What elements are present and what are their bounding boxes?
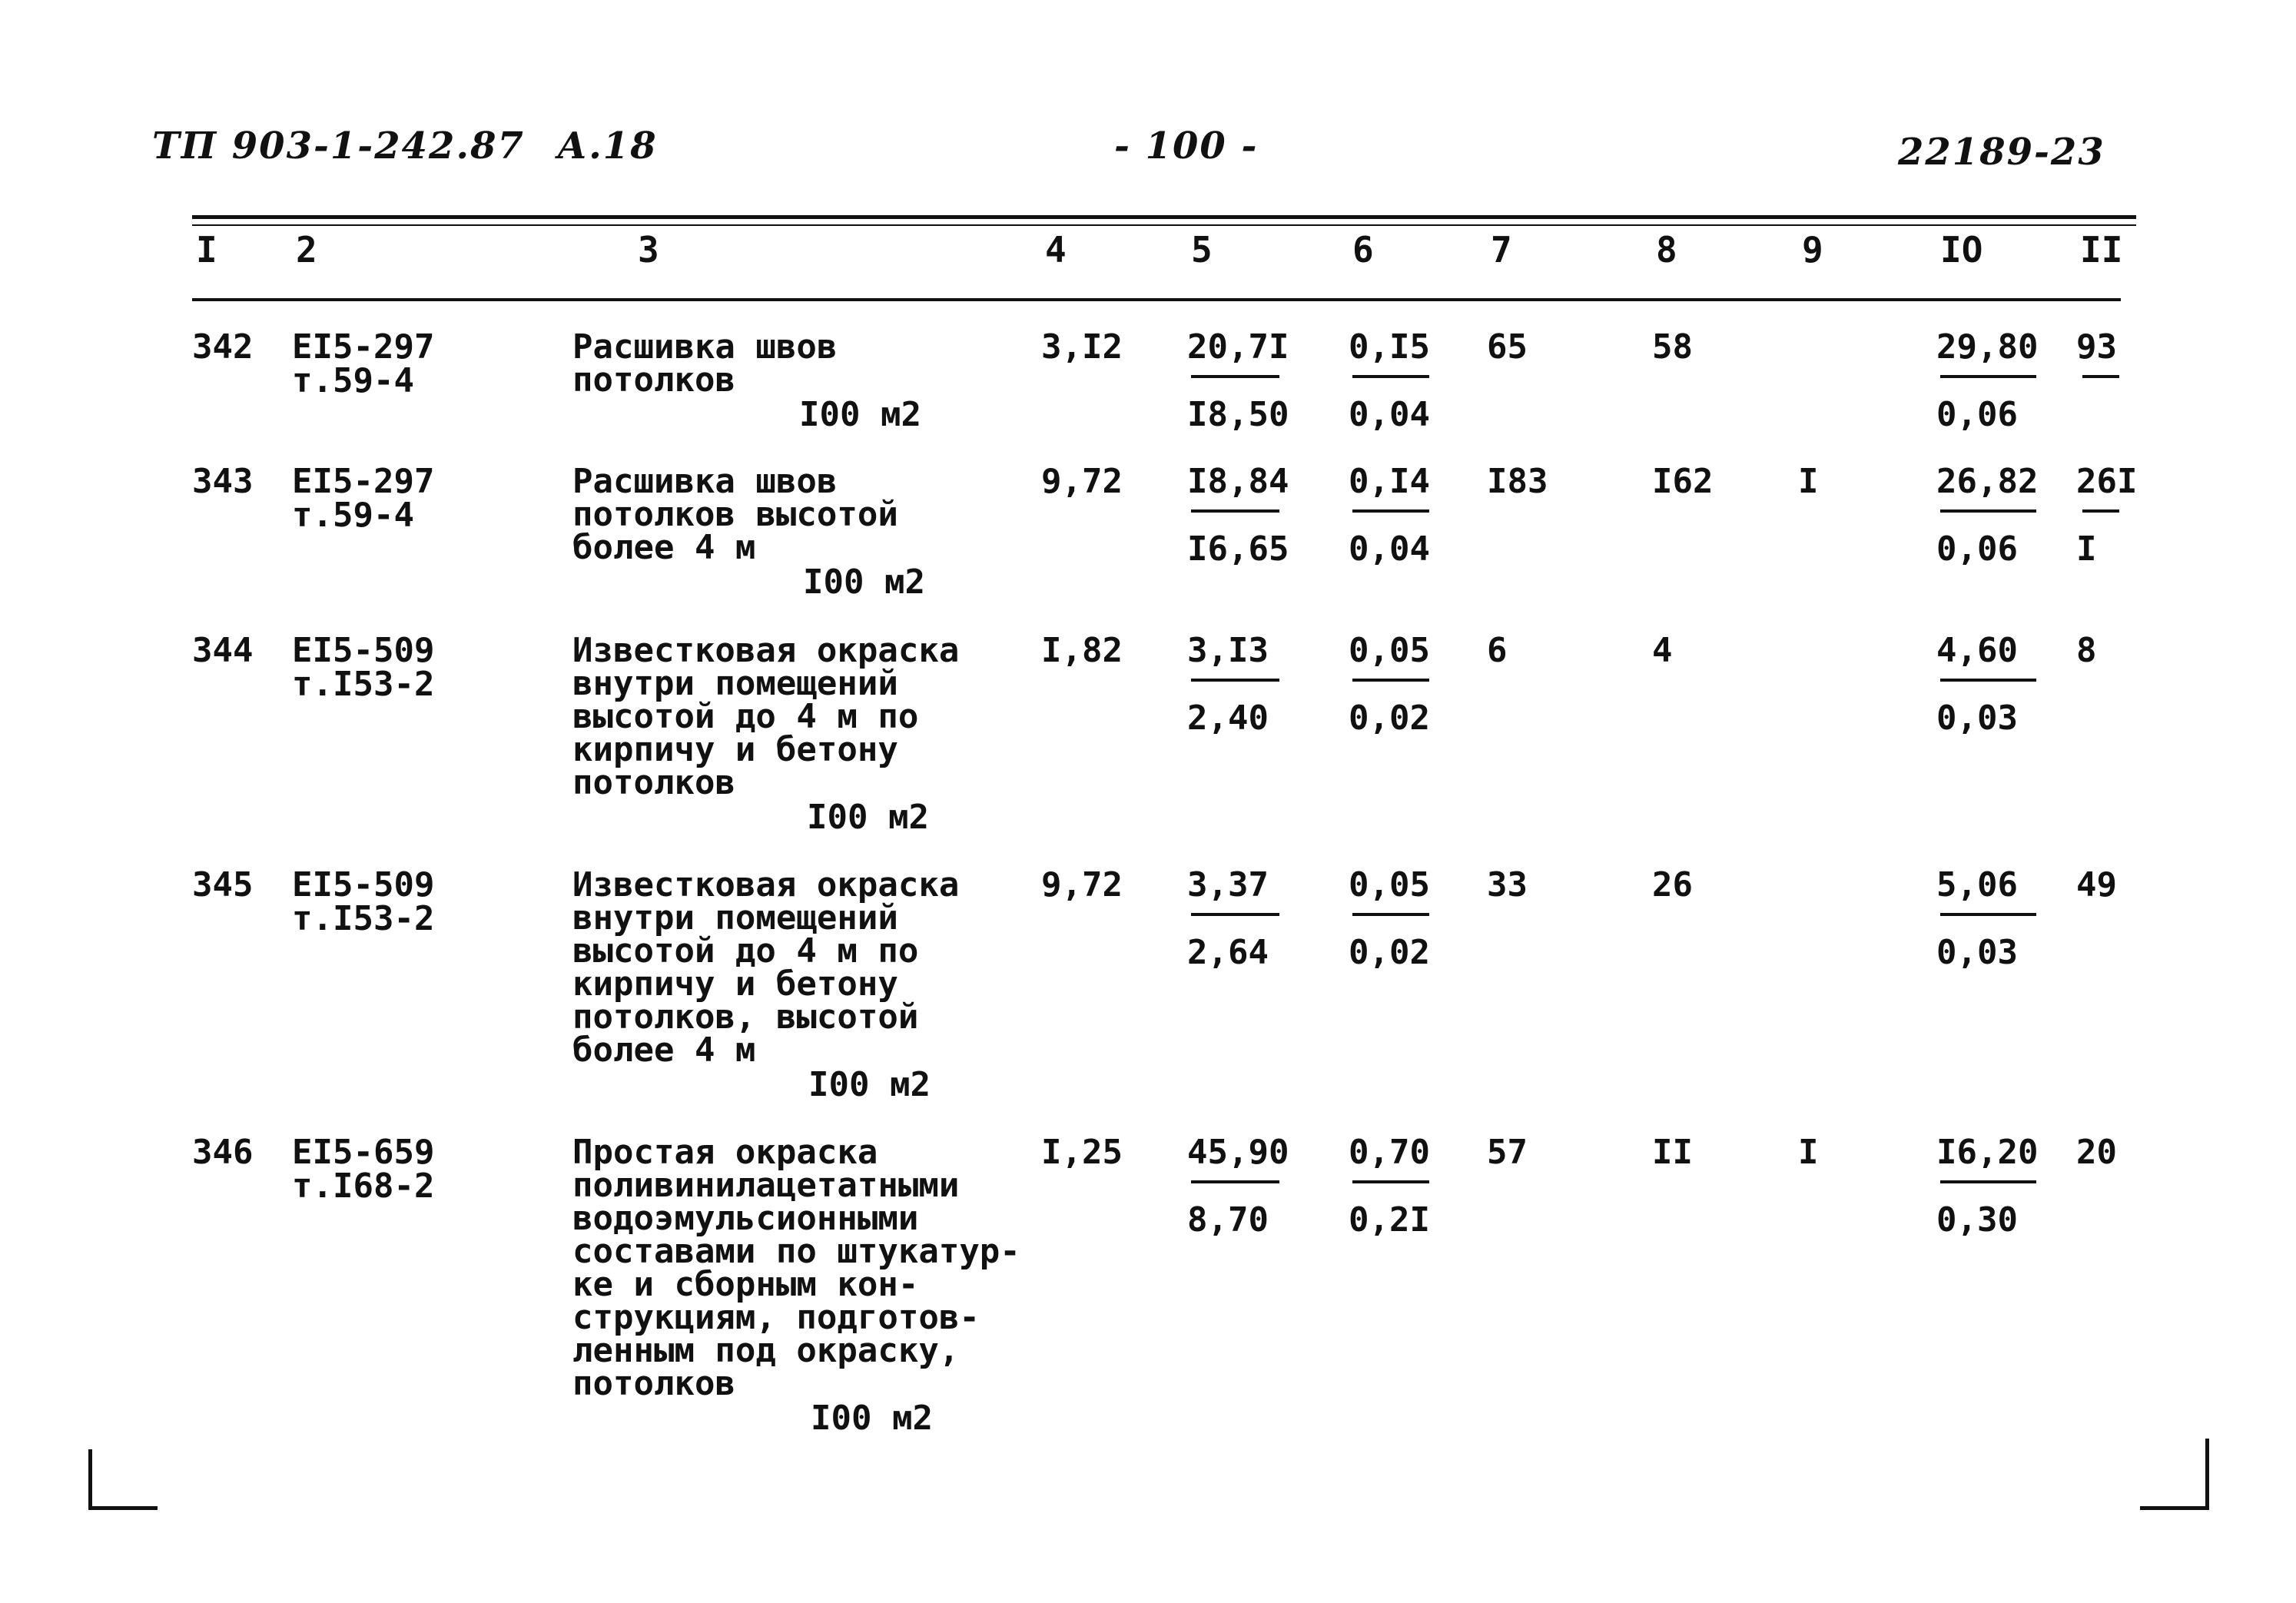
description-line: внутри помещений [572, 664, 898, 703]
description-line: потолков [572, 763, 735, 802]
column-number: 7 [1491, 229, 1512, 270]
quantity: 9,72 [1041, 462, 1123, 501]
description-line: Известковая окраска [572, 865, 960, 904]
value-col-8: 26 [1652, 865, 1693, 904]
value-col-7: 65 [1487, 327, 1528, 367]
column-number: 4 [1045, 229, 1067, 270]
machine-cost-bottom: 0,04 [1349, 529, 1430, 569]
labor-bottom: 0,03 [1936, 699, 2018, 738]
description-line: высотой до 4 м по [572, 697, 919, 736]
fraction-bar [1940, 913, 2036, 916]
description-line: Расшивка швов [572, 462, 838, 501]
description-line: более 4 м [572, 528, 756, 567]
cost-total-top: 3,37 [1187, 865, 1269, 904]
document-code: 22189-23 [1898, 131, 2105, 174]
fraction-bar [1191, 913, 1279, 916]
machine-cost-bottom: 0,02 [1349, 933, 1430, 972]
fraction-bar [1352, 1180, 1429, 1183]
machine-cost-bottom: 0,04 [1349, 395, 1430, 434]
row-number: 344 [192, 631, 254, 670]
unit-of-measure: I00 м2 [803, 563, 925, 602]
labor-top: 4,60 [1936, 631, 2018, 670]
description-line: составами по штукатур- [572, 1232, 1020, 1271]
labor-bottom: 0,06 [1936, 395, 2018, 434]
value-col-11-bottom: I [2076, 529, 2097, 569]
value-col-8: 58 [1652, 327, 1693, 367]
project-code: ТП 903-1-242.87 [152, 124, 525, 168]
description-line: ленным под окраску, [572, 1331, 960, 1370]
quantity: I,25 [1041, 1133, 1123, 1172]
description-line: потолков [572, 1364, 735, 1403]
fraction-bar [1352, 509, 1429, 513]
column-number: 9 [1802, 229, 1823, 270]
description-line: Расшивка швов [572, 327, 838, 367]
description-line: ке и сборным кон- [572, 1265, 919, 1304]
norm-reference: т.I53-2 [292, 665, 435, 704]
value-col-11-top: 49 [2076, 865, 2117, 904]
fraction-bar [1940, 375, 2036, 378]
cost-total-bottom: 2,64 [1187, 933, 1269, 972]
fraction-bar [2082, 375, 2119, 378]
corner-mark-left-horizontal [88, 1506, 158, 1510]
column-number: II [2080, 229, 2123, 270]
column-number: 2 [296, 229, 317, 270]
album-code: А.18 [557, 124, 658, 168]
labor-top: I6,20 [1936, 1133, 2039, 1172]
corner-mark-right-horizontal [2140, 1506, 2209, 1510]
fraction-bar [2082, 509, 2119, 513]
norm-reference: ЕI5-297 [292, 327, 435, 367]
fraction-bar [1352, 375, 1429, 378]
norm-reference: т.I68-2 [292, 1167, 435, 1206]
fraction-bar [1191, 509, 1279, 513]
corner-mark-right-vertical [2205, 1439, 2209, 1509]
description-line: потолков, высотой [572, 997, 919, 1037]
table-top-rule-thin [192, 224, 2136, 226]
work-description [572, 327, 838, 400]
machine-cost-top: 0,I5 [1349, 327, 1430, 367]
cost-total-bottom: I8,50 [1187, 395, 1289, 434]
unit-of-measure: I00 м2 [799, 395, 921, 434]
cost-total-top: 45,90 [1187, 1133, 1289, 1172]
quantity: 3,I2 [1041, 327, 1123, 367]
value-col-7: 6 [1487, 631, 1508, 670]
page-number: - 100 - [1114, 124, 1259, 168]
value-col-9: I [1798, 462, 1819, 501]
value-col-7: 57 [1487, 1133, 1528, 1172]
labor-bottom: 0,06 [1936, 529, 2018, 569]
description-line: Известковая окраска [572, 631, 960, 670]
machine-cost-top: 0,70 [1349, 1133, 1430, 1172]
machine-cost-top: 0,05 [1349, 865, 1430, 904]
unit-of-measure: I00 м2 [807, 798, 929, 837]
cost-total-bottom: 2,40 [1187, 699, 1269, 738]
description-line: кирпичу и бетону [572, 730, 898, 769]
value-col-11-top: 8 [2076, 631, 2097, 670]
fraction-bar [1940, 509, 2036, 513]
quantity: 9,72 [1041, 865, 1123, 904]
unit-of-measure: I00 м2 [811, 1399, 933, 1438]
norm-reference: ЕI5-509 [292, 631, 435, 670]
labor-bottom: 0,30 [1936, 1200, 2018, 1240]
fraction-bar [1940, 1180, 2036, 1183]
description-line: более 4 м [572, 1030, 756, 1070]
cost-total-bottom: I6,65 [1187, 529, 1289, 569]
value-col-8: II [1652, 1133, 1693, 1172]
fraction-bar [1352, 679, 1429, 682]
row-number: 343 [192, 462, 254, 501]
value-col-9: I [1798, 1133, 1819, 1172]
cost-total-top: 20,7I [1187, 327, 1289, 367]
row-number: 342 [192, 327, 254, 367]
cost-total-top: I8,84 [1187, 462, 1289, 501]
machine-cost-bottom: 0,02 [1349, 699, 1430, 738]
value-col-8: 4 [1652, 631, 1673, 670]
norm-reference: ЕI5-509 [292, 865, 435, 904]
description-line: высотой до 4 м по [572, 931, 919, 971]
value-col-7: I83 [1487, 462, 1548, 501]
machine-cost-top: 0,05 [1349, 631, 1430, 670]
corner-mark-left-vertical [88, 1449, 92, 1509]
description-line: внутри помещений [572, 898, 898, 938]
cost-total-top: 3,I3 [1187, 631, 1269, 670]
labor-top: 5,06 [1936, 865, 2018, 904]
description-line: потолков высотой [572, 495, 898, 534]
work-description [572, 1133, 1020, 1403]
fraction-bar [1352, 913, 1429, 916]
column-number: 6 [1352, 229, 1374, 270]
fraction-bar [1191, 679, 1279, 682]
fraction-bar [1191, 375, 1279, 378]
column-number: 3 [638, 229, 659, 270]
fraction-bar [1940, 679, 2036, 682]
cost-total-bottom: 8,70 [1187, 1200, 1269, 1240]
column-number: 8 [1656, 229, 1677, 270]
value-col-11-top: 26I [2076, 462, 2138, 501]
labor-top: 29,80 [1936, 327, 2039, 367]
description-line: струкциям, подготов- [572, 1298, 980, 1337]
machine-cost-top: 0,I4 [1349, 462, 1430, 501]
column-number: I [196, 229, 217, 270]
description-line: поливинилацетатными [572, 1166, 960, 1205]
value-col-11-top: 93 [2076, 327, 2117, 367]
norm-reference: ЕI5-297 [292, 462, 435, 501]
description-line: водоэмульсионными [572, 1199, 919, 1238]
row-number: 346 [192, 1133, 254, 1172]
value-col-8: I62 [1652, 462, 1714, 501]
labor-top: 26,82 [1936, 462, 2039, 501]
fraction-bar [1191, 1180, 1279, 1183]
work-description [572, 631, 960, 802]
quantity: I,82 [1041, 631, 1123, 670]
norm-reference: т.59-4 [292, 496, 414, 535]
norm-reference: т.59-4 [292, 361, 414, 400]
value-col-7: 33 [1487, 865, 1528, 904]
work-description [572, 865, 960, 1070]
machine-cost-bottom: 0,2I [1349, 1200, 1430, 1240]
row-number: 345 [192, 865, 254, 904]
table-top-rule [192, 215, 2136, 219]
column-number: 5 [1191, 229, 1213, 270]
norm-reference: т.I53-2 [292, 899, 435, 938]
value-col-11-top: 20 [2076, 1133, 2117, 1172]
norm-reference: ЕI5-659 [292, 1133, 435, 1172]
column-number: IO [1940, 229, 1983, 270]
description-line: потолков [572, 360, 735, 400]
description-line: кирпичу и бетону [572, 964, 898, 1004]
work-description [572, 462, 898, 567]
unit-of-measure: I00 м2 [808, 1065, 931, 1104]
labor-bottom: 0,03 [1936, 933, 2018, 972]
description-line: Простая окраска [572, 1133, 878, 1172]
header-bottom-rule [192, 298, 2121, 301]
